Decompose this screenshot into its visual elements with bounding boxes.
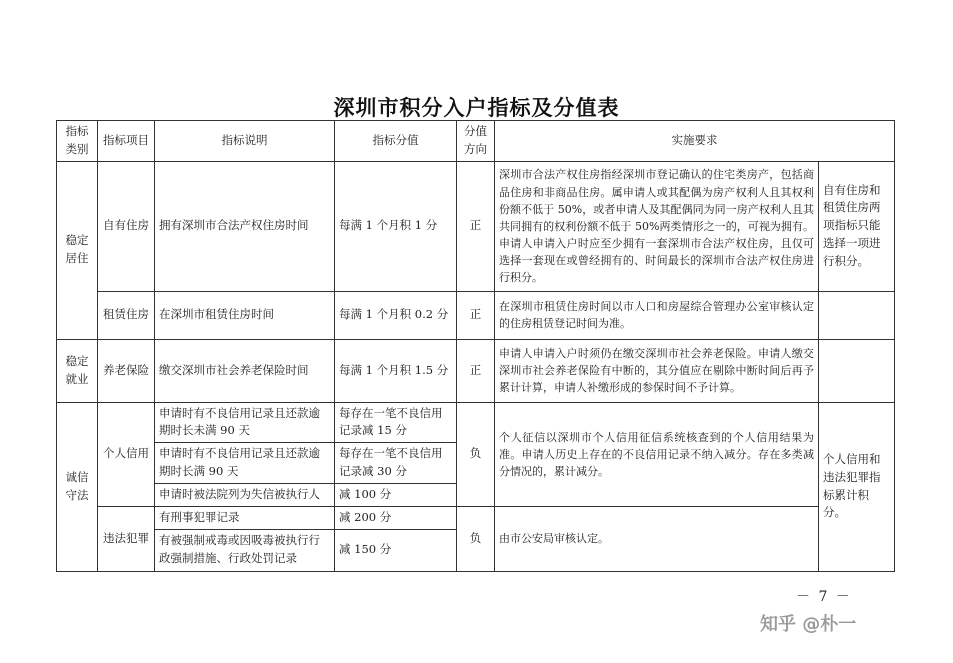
- direction-cell: 正: [457, 339, 495, 402]
- requirement-cell: 在深圳市租赁住房时间以市人口和房屋综合管理办公室审核认定的住房租赁登记时间为准。: [495, 291, 819, 339]
- direction-cell: 正: [457, 291, 495, 339]
- category-cell: 稳定就业: [57, 339, 98, 402]
- header-score: 指标分值: [335, 121, 457, 162]
- points-table: [56, 120, 895, 572]
- description-cell: 申请时被法院列为失信被执行人: [155, 483, 335, 506]
- empty-cell: [819, 291, 895, 339]
- header-direction: 分值方向: [457, 121, 495, 162]
- table-row: [57, 402, 895, 443]
- description-cell: 缴交深圳市社会养老保险时间: [155, 339, 335, 402]
- requirement-cell: 个人征信以深圳市个人信用征信系统核查到的个人信用结果为准。申请人历史上存在的不良信用记录不纳入减分。存在多类减分情况的，累计减分。: [495, 402, 819, 506]
- description-cell: 申请时有不良信用记录且还款逾期时长未满 90 天: [155, 402, 335, 443]
- requirement-cell: 深圳市合法产权住房指经深圳市登记确认的住宅类房产，包括商品住房和非商品住房。属申请人或其配偶为房产权利人且其权利份额不低于 50%，或者申请人及其配偶同为同一房产权利人且其共同拥有的权利份额不低于 50%两类情形之一的，可视为拥有。申请人申请入户时应至少拥有一套深圳市合法产权住房，且仅可选择一套现在或曾经拥有的、时间最长的深圳市合法产权住房进行积分。: [495, 161, 819, 291]
- table-row: [57, 291, 895, 339]
- page-title: 深圳市积分入户指标及分值表: [333, 95, 620, 120]
- item-cell: 个人信用: [98, 402, 155, 506]
- header-row: [57, 121, 895, 162]
- score-cell: 每满 1 个月积 0.2 分: [335, 291, 457, 339]
- empty-cell: [819, 339, 895, 402]
- item-cell: 自有住房: [98, 161, 155, 291]
- description-cell: 拥有深圳市合法产权住房时间: [155, 161, 335, 291]
- score-cell: 减 150 分: [335, 529, 457, 571]
- table-row: [57, 506, 895, 529]
- description-cell: 有刑事犯罪记录: [155, 506, 335, 529]
- score-cell: 每存在一笔不良信用记录减 30 分: [335, 443, 457, 484]
- requirement-cell: 申请人申请入户时须仍在缴交深圳市社会养老保险。申请人缴交深圳市社会养老保险有中断的，其分值应在剔除中断时间后再予累计计算，申请人补缴形成的参保时间不予计算。: [495, 339, 819, 402]
- description-cell: 在深圳市租赁住房时间: [155, 291, 335, 339]
- header-requirement: 实施要求: [495, 121, 895, 162]
- item-cell: 养老保险: [98, 339, 155, 402]
- page-number: － 7 －: [796, 589, 852, 605]
- note-cell: 个人信用和违法犯罪指标累计积分。: [819, 402, 895, 571]
- table-row: [57, 161, 895, 291]
- item-cell: 租赁住房: [98, 291, 155, 339]
- header-item: 指标项目: [98, 121, 155, 162]
- description-cell: 有被强制戒毒或因吸毒被执行行政强制措施、行政处罚记录: [155, 529, 335, 571]
- description-cell: 申请时有不良信用记录且还款逾期时长满 90 天: [155, 443, 335, 484]
- watermark: 知乎 @朴一: [760, 614, 857, 635]
- category-cell: 稳定居住: [57, 161, 98, 339]
- direction-cell: 正: [457, 161, 495, 291]
- score-cell: 减 100 分: [335, 483, 457, 506]
- requirement-cell: 由市公安局审核认定。: [495, 506, 819, 571]
- header-description: 指标说明: [155, 121, 335, 162]
- score-cell: 每存在一笔不良信用记录减 15 分: [335, 402, 457, 443]
- item-cell: 违法犯罪: [98, 506, 155, 571]
- note-cell: 自有住房和租赁住房两项指标只能选择一项进行积分。: [819, 161, 895, 291]
- header-category: 指标类别: [57, 121, 98, 162]
- direction-cell: 负: [457, 402, 495, 506]
- score-cell: 每满 1 个月积 1 分: [335, 161, 457, 291]
- direction-cell: 负: [457, 506, 495, 571]
- table-row: [57, 339, 895, 402]
- score-cell: 减 200 分: [335, 506, 457, 529]
- score-cell: 每满 1 个月积 1.5 分: [335, 339, 457, 402]
- category-cell: 诚信守法: [57, 402, 98, 571]
